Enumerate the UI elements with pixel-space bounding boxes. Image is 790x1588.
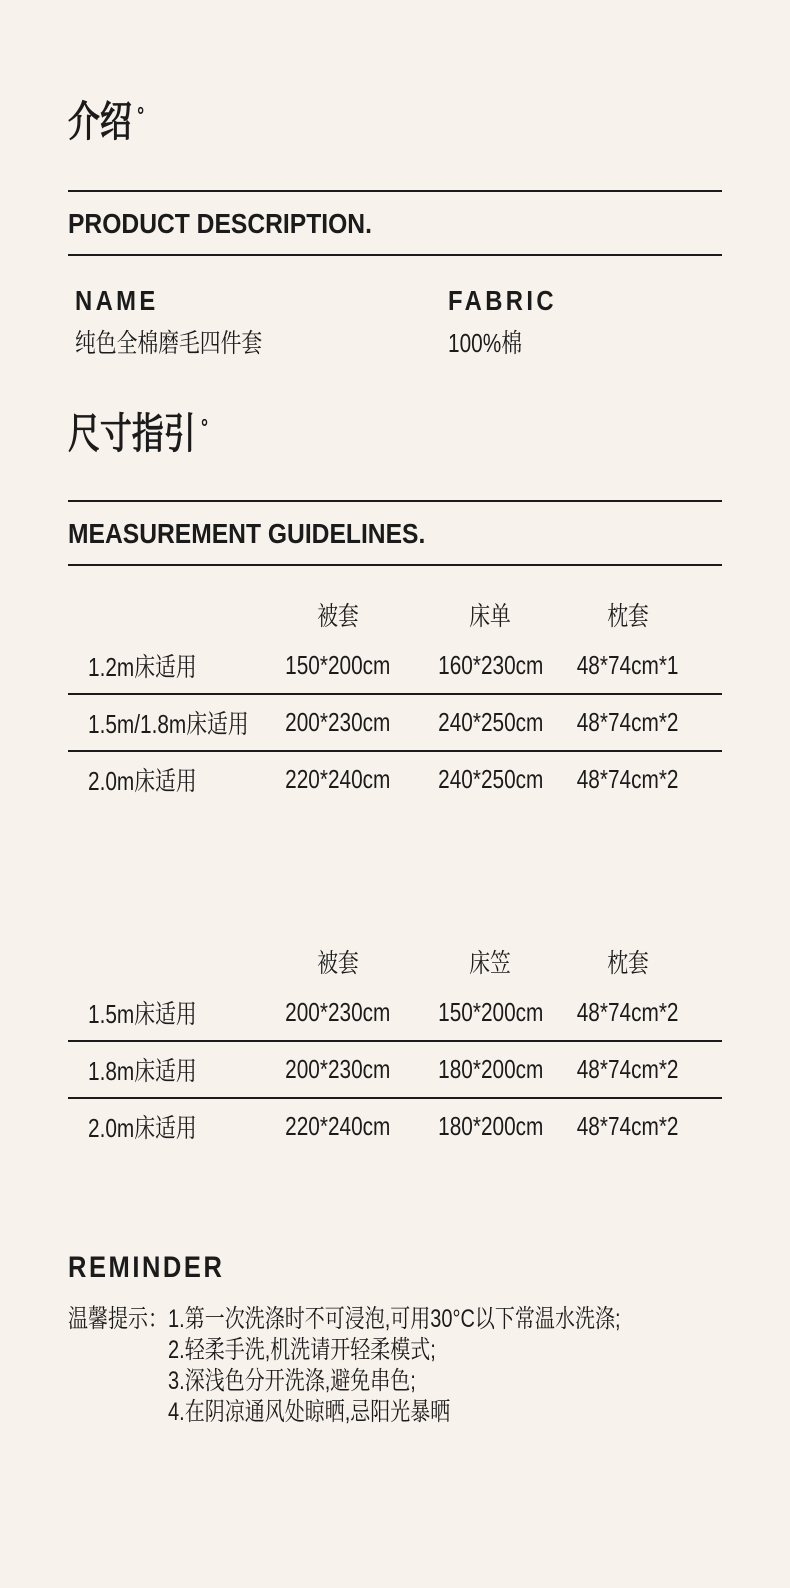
row-label: 1.2m床适用 — [88, 652, 197, 682]
size-guide-title-text: 尺寸指引 — [68, 410, 196, 457]
size-cell: 220*240cm — [285, 764, 391, 794]
row-label: 1.5m床适用 — [88, 999, 197, 1029]
table-column-header: 床单 — [469, 600, 512, 631]
table-row — [68, 752, 722, 807]
product-info — [68, 286, 722, 358]
table-column-header: 枕套 — [607, 600, 649, 631]
product-name-value: 纯色全棉磨毛四件套 — [75, 328, 263, 358]
intro-title-text: 介绍 — [68, 98, 132, 145]
product-fabric-label: FABRIC — [448, 285, 557, 316]
size-cell: 180*200cm — [437, 1111, 544, 1141]
section-divider — [68, 564, 722, 566]
size-cell: 150*200cm — [285, 650, 391, 680]
reminder-tip: 4.在阴凉通风处晾晒,忌阳光暴晒 — [168, 1398, 451, 1426]
reminder-tip: 1.第一次洗涤时不可浸泡,可用30°C以下常温水洗涤; — [168, 1305, 621, 1333]
table-row — [68, 1099, 722, 1154]
section-divider — [68, 254, 722, 256]
size-cell: 48*74cm*2 — [577, 764, 679, 794]
table-row — [68, 1042, 722, 1099]
reminder-section — [68, 1250, 722, 1428]
size-cell: 200*230cm — [285, 1054, 391, 1084]
size-cell: 48*74cm*1 — [577, 650, 679, 680]
reminder-label: 温馨提示： — [68, 1305, 169, 1333]
size-cell: 48*74cm*2 — [577, 707, 679, 737]
degree-mark: ° — [201, 414, 209, 441]
table-header-row — [68, 937, 722, 985]
row-label: 2.0m床适用 — [88, 1113, 197, 1143]
row-label: 1.8m床适用 — [88, 1056, 197, 1086]
size-cell: 48*74cm*2 — [577, 997, 679, 1027]
reminder-title: REMINDER — [68, 1251, 225, 1284]
size-cell: 48*74cm*2 — [577, 1111, 679, 1141]
table-row — [68, 638, 722, 695]
table-row — [68, 695, 722, 752]
product-fabric-block — [448, 286, 576, 358]
intro-title — [68, 98, 722, 152]
reminder-tip: 2.轻柔手洗,机洗请开轻柔模式; — [168, 1336, 436, 1364]
size-guide-subtitle: MEASUREMENT GUIDELINES. — [68, 518, 426, 549]
product-fabric-value: 100%棉 — [448, 328, 522, 358]
size-cell: 200*230cm — [285, 707, 391, 737]
size-cell: 180*200cm — [437, 1054, 544, 1084]
row-label: 2.0m床适用 — [88, 766, 197, 796]
table-column-header: 床笠 — [469, 947, 512, 978]
table-column-header: 枕套 — [607, 947, 649, 978]
degree-mark: ° — [137, 102, 145, 129]
table-row — [68, 985, 722, 1042]
size-cell: 240*250cm — [437, 707, 544, 737]
table-header-row — [68, 590, 722, 638]
size-guide-title — [68, 410, 722, 464]
table-column-header: 被套 — [317, 600, 359, 631]
product-name-block — [75, 286, 448, 358]
reminder-tip: 3.深浅色分开洗涤,避免串色; — [168, 1367, 416, 1395]
size-cell: 220*240cm — [285, 1111, 391, 1141]
intro-subtitle: PRODUCT DESCRIPTION. — [68, 208, 372, 239]
product-name-label: NAME — [75, 285, 159, 316]
size-cell: 160*230cm — [437, 650, 544, 680]
size-cell: 200*230cm — [285, 997, 391, 1027]
size-table-2 — [68, 937, 722, 1154]
size-table-1 — [68, 590, 722, 807]
size-cell: 150*200cm — [437, 997, 544, 1027]
size-cell: 48*74cm*2 — [577, 1054, 679, 1084]
table-column-header: 被套 — [317, 947, 359, 978]
reminder-tips — [68, 1304, 621, 1428]
row-label: 1.5m/1.8m床适用 — [88, 709, 249, 739]
reminder-tip-list — [168, 1304, 620, 1428]
size-cell: 240*250cm — [437, 764, 544, 794]
